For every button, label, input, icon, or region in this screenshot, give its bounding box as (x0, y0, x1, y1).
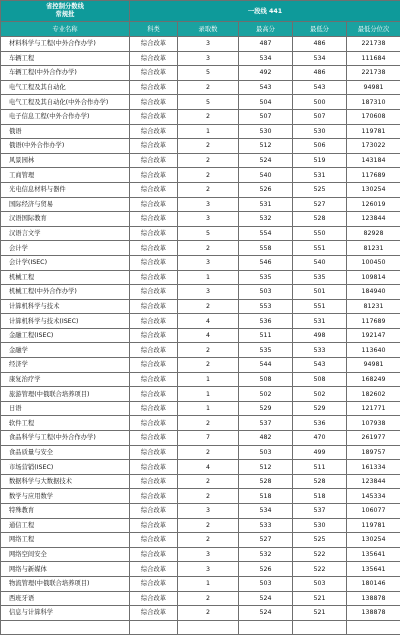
count-cell: 7 (178, 431, 239, 446)
max-score-cell: 532 (239, 547, 293, 562)
min-score-cell: 508 (293, 372, 347, 387)
major-cell: 车辆工程(中外合作办学) (1, 66, 130, 81)
major-cell: 电气工程及其自动化 (1, 80, 130, 95)
min-score-cell: 528 (293, 212, 347, 227)
min-score-cell: 540 (293, 255, 347, 270)
min-rank-cell: 107938 (347, 416, 400, 431)
min-score-cell: 530 (293, 518, 347, 533)
min-rank-cell: 189757 (347, 445, 400, 460)
count-cell: 1 (178, 576, 239, 591)
count-cell: 3 (178, 212, 239, 227)
count-cell: 2 (178, 591, 239, 606)
major-cell: 金融工程(ISEC) (1, 328, 130, 343)
category-cell: 综合改革 (130, 606, 178, 621)
major-cell: 网络空间安全 (1, 547, 130, 562)
min-score-cell: 543 (293, 80, 347, 95)
category-cell: 综合改革 (130, 270, 178, 285)
category-cell: 综合改革 (130, 226, 178, 241)
count-cell: 4 (178, 328, 239, 343)
min-score-cell: 521 (293, 606, 347, 621)
table-row (1, 197, 400, 212)
min-rank-cell: 135641 (347, 562, 400, 577)
table-row (1, 504, 400, 519)
major-cell: 通信工程 (1, 518, 130, 533)
min-rank-cell: 173022 (347, 139, 400, 154)
major-cell: 特殊教育 (1, 504, 130, 519)
min-rank-cell: 94981 (347, 358, 400, 373)
min-score-cell: 486 (293, 66, 347, 81)
table-row (1, 416, 400, 431)
min-score-cell: 528 (293, 474, 347, 489)
min-rank-cell: 221738 (347, 37, 400, 52)
min-score-cell: 535 (293, 270, 347, 285)
category-cell: 综合改革 (130, 124, 178, 139)
column-header-max: 最高分 (239, 22, 293, 37)
min-score-cell: 543 (293, 358, 347, 373)
max-score-cell: 526 (239, 562, 293, 577)
table-row (1, 212, 400, 227)
column-header-min: 最低分 (293, 22, 347, 37)
category-cell: 综合改革 (130, 547, 178, 562)
min-score-cell: 502 (293, 387, 347, 402)
count-cell: 2 (178, 80, 239, 95)
min-rank-cell: 261977 (347, 431, 400, 446)
max-score-cell: 535 (239, 270, 293, 285)
min-score-cell: 498 (293, 328, 347, 343)
count-cell: 1 (178, 270, 239, 285)
min-score-cell: 551 (293, 299, 347, 314)
min-rank-cell: 82928 (347, 226, 400, 241)
category-cell: 综合改革 (130, 489, 178, 504)
category-cell: 综合改革 (130, 562, 178, 577)
major-cell: 电子信息工程(中外合作办学) (1, 109, 130, 124)
min-score-cell: 527 (293, 197, 347, 212)
max-score-cell: 553 (239, 299, 293, 314)
major-cell: 网络工程 (1, 533, 130, 548)
category-cell: 综合改革 (130, 533, 178, 548)
table-row (1, 620, 400, 635)
category-cell: 综合改革 (130, 358, 178, 373)
table-row (1, 270, 400, 285)
table-row (1, 226, 400, 241)
category-cell: 综合改革 (130, 314, 178, 329)
category-cell: 综合改革 (130, 445, 178, 460)
category-cell: 综合改革 (130, 474, 178, 489)
major-cell: 食品科学与工程(中外合作办学) (1, 431, 130, 446)
min-score-cell: 531 (293, 168, 347, 183)
max-score-cell: 482 (239, 431, 293, 446)
category-cell: 综合改革 (130, 518, 178, 533)
min-score-cell: 470 (293, 431, 347, 446)
count-cell: 2 (178, 474, 239, 489)
table-row (1, 387, 400, 402)
max-score-cell: 512 (239, 460, 293, 475)
min-rank-cell: 121771 (347, 401, 400, 416)
category-cell: 综合改革 (130, 431, 178, 446)
category-cell: 综合改革 (130, 504, 178, 519)
count-cell: 2 (178, 168, 239, 183)
major-cell: 金融学 (1, 343, 130, 358)
count-cell: 2 (178, 518, 239, 533)
min-rank-cell: 100450 (347, 255, 400, 270)
table-row (1, 255, 400, 270)
major-cell: 材料科学与工程(中外合作办学) (1, 37, 130, 52)
major-cell: 会计学 (1, 241, 130, 256)
max-score-cell: 528 (239, 474, 293, 489)
count-cell: 3 (178, 255, 239, 270)
category-cell: 综合改革 (130, 168, 178, 183)
major-cell: 康复治疗学 (1, 372, 130, 387)
max-score-cell: 554 (239, 226, 293, 241)
min-rank-cell: 117689 (347, 314, 400, 329)
major-cell: 计算机科学与技术 (1, 299, 130, 314)
max-score-cell: 512 (239, 139, 293, 154)
max-score-cell (239, 620, 293, 635)
max-score-cell: 524 (239, 606, 293, 621)
min-rank-cell: 119781 (347, 518, 400, 533)
category-cell: 综合改革 (130, 212, 178, 227)
min-rank-cell: 109814 (347, 270, 400, 285)
max-score-cell: 546 (239, 255, 293, 270)
count-cell: 3 (178, 51, 239, 66)
min-rank-cell: 111684 (347, 51, 400, 66)
min-score-cell (293, 620, 347, 635)
min-rank-cell: 170608 (347, 109, 400, 124)
min-score-cell: 551 (293, 241, 347, 256)
count-cell: 3 (178, 197, 239, 212)
min-score-cell: 525 (293, 533, 347, 548)
min-score-cell: 503 (293, 576, 347, 591)
major-cell: 日语 (1, 401, 130, 416)
max-score-cell: 536 (239, 314, 293, 329)
count-cell: 1 (178, 124, 239, 139)
max-score-cell: 530 (239, 124, 293, 139)
table-row (1, 241, 400, 256)
table-row (1, 518, 400, 533)
table-row (1, 299, 400, 314)
table-row (1, 591, 400, 606)
count-cell: 3 (178, 562, 239, 577)
min-score-cell: 506 (293, 139, 347, 154)
category-cell: 综合改革 (130, 182, 178, 197)
max-score-cell: 507 (239, 109, 293, 124)
major-cell: 会计学(ISEC) (1, 255, 130, 270)
min-score-cell: 550 (293, 226, 347, 241)
major-cell: 汉语国际教育 (1, 212, 130, 227)
major-cell: 计算机科学与技术(ISEC) (1, 314, 130, 329)
min-rank-cell: 168249 (347, 372, 400, 387)
max-score-cell: 533 (239, 518, 293, 533)
min-score-cell: 525 (293, 182, 347, 197)
min-rank-cell: 106077 (347, 504, 400, 519)
table-row (1, 124, 400, 139)
min-score-cell: 486 (293, 37, 347, 52)
min-score-cell: 531 (293, 314, 347, 329)
min-rank-cell: 138878 (347, 591, 400, 606)
category-cell: 综合改革 (130, 460, 178, 475)
min-rank-cell: 119781 (347, 124, 400, 139)
min-score-cell: 521 (293, 591, 347, 606)
max-score-cell: 534 (239, 51, 293, 66)
table-row (1, 314, 400, 329)
max-score-cell: 537 (239, 416, 293, 431)
major-cell: 光电信息材料与器件 (1, 182, 130, 197)
count-cell: 3 (178, 285, 239, 300)
category-cell: 综合改革 (130, 109, 178, 124)
table-row (1, 606, 400, 621)
min-rank-cell: 184940 (347, 285, 400, 300)
category-cell: 综合改革 (130, 401, 178, 416)
major-cell (1, 620, 130, 635)
major-cell: 数据科学与大数据技术 (1, 474, 130, 489)
table-row (1, 576, 400, 591)
category-cell: 综合改革 (130, 255, 178, 270)
min-rank-cell: 138878 (347, 606, 400, 621)
category-cell: 综合改革 (130, 51, 178, 66)
major-cell: 机械工程 (1, 270, 130, 285)
min-rank-cell: 143184 (347, 153, 400, 168)
table-row (1, 431, 400, 446)
min-rank-cell: 130254 (347, 533, 400, 548)
max-score-cell: 526 (239, 182, 293, 197)
min-score-cell: 519 (293, 153, 347, 168)
min-score-cell: 529 (293, 401, 347, 416)
table-row (1, 95, 400, 110)
max-score-cell: 503 (239, 285, 293, 300)
category-cell: 综合改革 (130, 416, 178, 431)
major-cell: 食品质量与安全 (1, 445, 130, 460)
count-cell: 2 (178, 416, 239, 431)
max-score-cell: 558 (239, 241, 293, 256)
min-rank-cell: 145334 (347, 489, 400, 504)
table-row (1, 460, 400, 475)
max-score-cell: 487 (239, 37, 293, 52)
max-score-cell: 544 (239, 358, 293, 373)
table-row (1, 182, 400, 197)
column-header-major: 专业名称 (1, 22, 130, 37)
column-header-category: 科类 (130, 22, 178, 37)
max-score-cell: 503 (239, 445, 293, 460)
count-cell (178, 620, 239, 635)
min-score-cell: 501 (293, 285, 347, 300)
min-score-cell: 511 (293, 460, 347, 475)
major-cell: 电气工程及其自动化(中外合作办学) (1, 95, 130, 110)
category-cell: 综合改革 (130, 95, 178, 110)
count-cell: 1 (178, 401, 239, 416)
major-cell: 风景园林 (1, 153, 130, 168)
min-rank-cell: 161334 (347, 460, 400, 475)
max-score-cell: 529 (239, 401, 293, 416)
table-row (1, 139, 400, 154)
column-header-rank: 最低分位次 (347, 22, 400, 37)
table-row (1, 401, 400, 416)
category-cell: 综合改革 (130, 343, 178, 358)
category-cell: 综合改革 (130, 285, 178, 300)
min-score-cell: 499 (293, 445, 347, 460)
table-row (1, 358, 400, 373)
major-cell: 市场营销(ISEC) (1, 460, 130, 475)
major-cell: 数学与应用数学 (1, 489, 130, 504)
major-cell: 工商管理 (1, 168, 130, 183)
major-cell: 信息与计算科学 (1, 606, 130, 621)
title-line-1: 省控制分数线 (1, 3, 129, 11)
table-row (1, 474, 400, 489)
table-row (1, 109, 400, 124)
min-rank-cell: 117689 (347, 168, 400, 183)
count-cell: 2 (178, 445, 239, 460)
count-cell: 2 (178, 153, 239, 168)
count-cell: 2 (178, 533, 239, 548)
major-cell: 软件工程 (1, 416, 130, 431)
count-cell: 3 (178, 547, 239, 562)
table-row (1, 37, 400, 52)
column-header-count: 录取数 (178, 22, 239, 37)
category-cell: 综合改革 (130, 591, 178, 606)
count-cell: 4 (178, 460, 239, 475)
count-cell: 2 (178, 343, 239, 358)
title-row (1, 1, 400, 22)
max-score-cell: 531 (239, 197, 293, 212)
count-cell: 2 (178, 299, 239, 314)
table-row (1, 445, 400, 460)
max-score-cell: 527 (239, 533, 293, 548)
category-cell: 综合改革 (130, 328, 178, 343)
max-score-cell: 511 (239, 328, 293, 343)
count-cell: 2 (178, 606, 239, 621)
max-score-cell: 518 (239, 489, 293, 504)
category-cell: 综合改革 (130, 37, 178, 52)
table-row (1, 66, 400, 81)
count-cell: 2 (178, 109, 239, 124)
max-score-cell: 504 (239, 95, 293, 110)
table-row (1, 533, 400, 548)
table-row (1, 285, 400, 300)
max-score-cell: 535 (239, 343, 293, 358)
min-rank-cell: 130254 (347, 182, 400, 197)
major-cell: 经济学 (1, 358, 130, 373)
min-rank-cell: 221738 (347, 66, 400, 81)
category-cell (130, 620, 178, 635)
max-score-cell: 524 (239, 591, 293, 606)
count-cell: 5 (178, 226, 239, 241)
column-header-row (1, 22, 400, 37)
count-cell: 2 (178, 489, 239, 504)
category-cell: 综合改革 (130, 299, 178, 314)
major-cell: 俄语 (1, 124, 130, 139)
major-cell: 网络与新媒体 (1, 562, 130, 577)
min-rank-cell: 187310 (347, 95, 400, 110)
category-cell: 综合改革 (130, 66, 178, 81)
major-cell: 西班牙语 (1, 591, 130, 606)
count-cell: 4 (178, 314, 239, 329)
count-cell: 1 (178, 372, 239, 387)
min-rank-cell: 113640 (347, 343, 400, 358)
table-row (1, 562, 400, 577)
major-cell: 物流管理(中俄联合培养项目) (1, 576, 130, 591)
max-score-cell: 503 (239, 576, 293, 591)
min-score-cell: 537 (293, 504, 347, 519)
min-score-cell: 500 (293, 95, 347, 110)
min-score-cell: 507 (293, 109, 347, 124)
count-cell: 2 (178, 139, 239, 154)
count-cell: 3 (178, 504, 239, 519)
min-rank-cell: 182602 (347, 387, 400, 402)
min-score-cell: 530 (293, 124, 347, 139)
min-rank-cell: 81231 (347, 299, 400, 314)
min-score-cell: 518 (293, 489, 347, 504)
title-line-2: 常规批 (1, 11, 129, 19)
max-score-cell: 502 (239, 387, 293, 402)
min-score-cell: 522 (293, 562, 347, 577)
count-cell: 5 (178, 95, 239, 110)
count-cell: 3 (178, 37, 239, 52)
min-rank-cell: 123844 (347, 212, 400, 227)
min-rank-cell (347, 620, 400, 635)
major-cell: 车辆工程 (1, 51, 130, 66)
min-rank-cell: 123844 (347, 474, 400, 489)
max-score-cell: 534 (239, 504, 293, 519)
max-score-cell: 508 (239, 372, 293, 387)
table-row (1, 51, 400, 66)
table-row (1, 343, 400, 358)
title-cell (1, 1, 130, 22)
band-cell: 一段线 441 (130, 1, 400, 22)
min-rank-cell: 81231 (347, 241, 400, 256)
major-cell: 机械工程(中外合作办学) (1, 285, 130, 300)
major-cell: 旅游管理(中俄联合培养项目) (1, 387, 130, 402)
min-rank-cell: 126019 (347, 197, 400, 212)
count-cell: 1 (178, 387, 239, 402)
max-score-cell: 540 (239, 168, 293, 183)
table-row (1, 80, 400, 95)
min-score-cell: 533 (293, 343, 347, 358)
category-cell: 综合改革 (130, 241, 178, 256)
table-row (1, 489, 400, 504)
category-cell: 综合改革 (130, 372, 178, 387)
min-rank-cell: 180146 (347, 576, 400, 591)
count-cell: 2 (178, 358, 239, 373)
max-score-cell: 532 (239, 212, 293, 227)
category-cell: 综合改革 (130, 576, 178, 591)
min-rank-cell: 192147 (347, 328, 400, 343)
min-score-cell: 534 (293, 51, 347, 66)
category-cell: 综合改革 (130, 139, 178, 154)
major-cell: 国际经济与贸易 (1, 197, 130, 212)
table-row (1, 153, 400, 168)
category-cell: 综合改革 (130, 153, 178, 168)
category-cell: 综合改革 (130, 80, 178, 95)
major-cell: 汉语言文学 (1, 226, 130, 241)
max-score-cell: 492 (239, 66, 293, 81)
max-score-cell: 524 (239, 153, 293, 168)
count-cell: 2 (178, 182, 239, 197)
table-row (1, 547, 400, 562)
min-score-cell: 536 (293, 416, 347, 431)
count-cell: 5 (178, 66, 239, 81)
table-row (1, 372, 400, 387)
major-cell: 俄语(中外合作办学) (1, 139, 130, 154)
max-score-cell: 543 (239, 80, 293, 95)
min-score-cell: 522 (293, 547, 347, 562)
table-row (1, 168, 400, 183)
count-cell: 2 (178, 241, 239, 256)
table-row (1, 328, 400, 343)
min-rank-cell: 135641 (347, 547, 400, 562)
category-cell: 综合改革 (130, 197, 178, 212)
category-cell: 综合改革 (130, 387, 178, 402)
min-rank-cell: 94981 (347, 80, 400, 95)
